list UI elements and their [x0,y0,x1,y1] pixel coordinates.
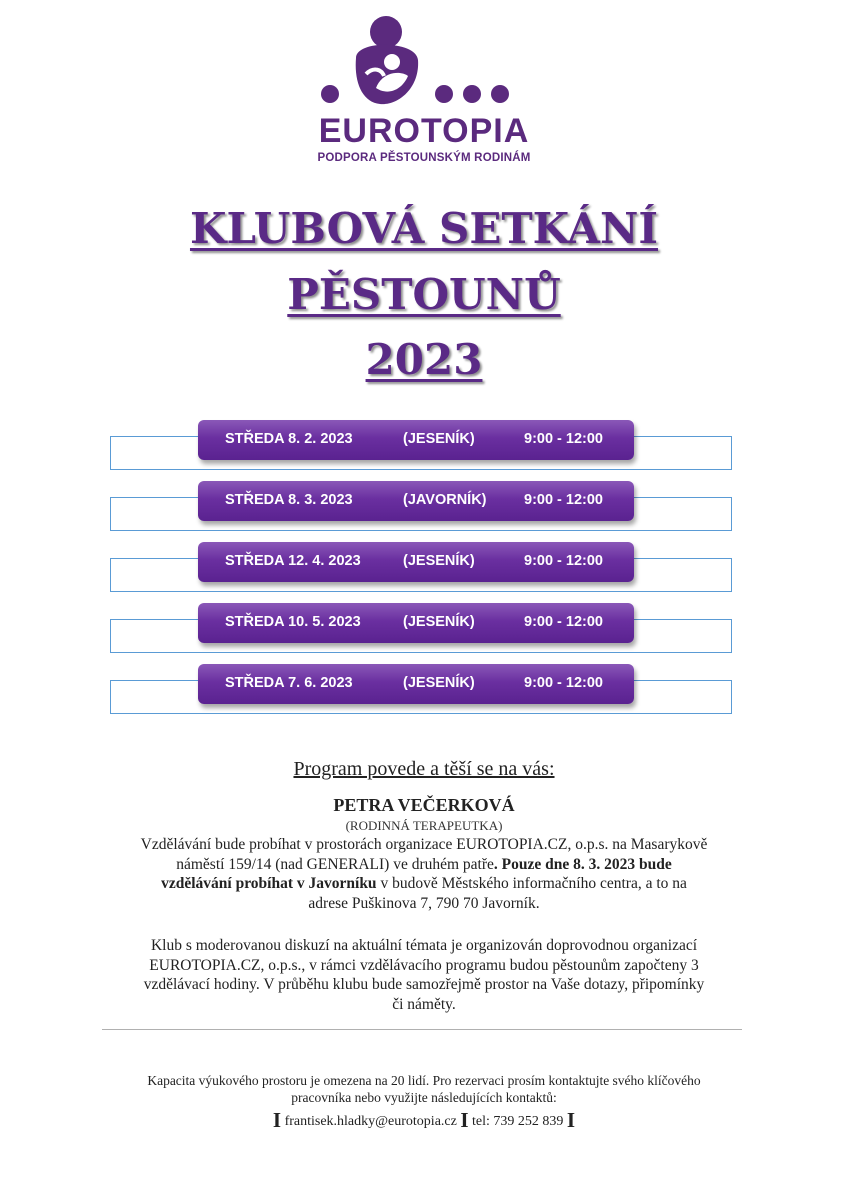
schedule-pill [198,542,634,582]
session-date: STŘEDA 12. 4. 2023 [225,553,361,569]
page-title-year: 2023 [365,335,483,384]
host-intro: Program povede a těší se na vás: [293,758,555,780]
session-time: 9:00 - 12:00 [524,553,603,569]
host-name: PETRA VEČERKOVÁ [333,795,515,815]
schedule-row [110,481,734,517]
schedule-pill [198,481,634,521]
capacity-note: Kapacita výukového prostoru je omezena na 20 lidí. Pro rezervaci prosím kontaktujte svého klíčového pracovníka nebo využijte následujících kontaktů: [147,1073,701,1105]
separator: I [272,1108,282,1132]
session-time: 9:00 - 12:00 [524,614,603,630]
brand-name: EUROTOPIA [318,112,530,150]
contact-line [0,1108,848,1133]
schedule-pill [198,664,634,704]
session-time: 9:00 - 12:00 [524,675,603,691]
schedule-row [110,603,734,639]
session-date: STŘEDA 10. 5. 2023 [225,614,361,630]
session-place: (JESENÍK) [403,614,475,630]
session-place: (JESENÍK) [403,675,475,691]
venue-paragraph [140,835,708,913]
session-time: 9:00 - 12:00 [524,492,603,508]
schedule-row [110,542,734,578]
page-title-line-2: PĚSTOUNŮ [287,270,561,319]
separator: I [460,1108,469,1132]
host-role: (RODINNÁ TERAPEUTKA) [345,818,503,833]
contact-email-link[interactable]: frantisek.hladky@eurotopia.cz [284,1114,457,1129]
session-place: (JESENÍK) [403,431,475,447]
schedule-row [110,664,734,700]
page-title-line-1: KLUBOVÁ SETKÁNÍ [189,204,659,253]
session-time: 9:00 - 12:00 [524,431,603,447]
session-date: STŘEDA 7. 6. 2023 [225,675,353,691]
contact-phone[interactable]: tel: 739 252 839 [472,1114,564,1129]
session-place: (JAVORNÍK) [403,492,487,508]
venue-text: Vzdělávání bude probíhat v prostorách organizace EUROTOPIA.CZ, o.p.s. na Masarykově náměstí 159/14 (nad GENERALI) ve druhém patře [140,836,708,873]
brand-tagline: PODPORA PĚSTOUNSKÝM RODINÁM [317,152,531,164]
session-place: (JESENÍK) [403,553,475,569]
venue-address-text: v budově Městského informačního centra, a to na adrese Puškinova 7, 790 70 Javorník. [308,875,687,912]
schedule-row [110,420,734,456]
session-date: STŘEDA 8. 3. 2023 [225,492,353,508]
club-info-paragraph: Klub s moderovanou diskuzí na aktuální témata je organizován doprovodnou organizací EUROTOPIA.CZ, o.p.s., v rámci vzdělávacího programu budou pěstounům započteny 3 vzdělávací hodiny. V průběhu klubu bude samozřejmě prostor na Vaše dotazy, připomínky či náměty. [143,937,705,1013]
family-emblem-icon [318,10,530,110]
session-date: STŘEDA 8. 2. 2023 [225,431,353,447]
schedule-pill [198,420,634,460]
separator: I [566,1108,576,1132]
schedule-pill [198,603,634,643]
venue-exception-text: . Pouze dne 8. 3. 2023 bude vzdělávání probíhat v Javorníku [161,855,672,892]
divider [102,1029,742,1030]
